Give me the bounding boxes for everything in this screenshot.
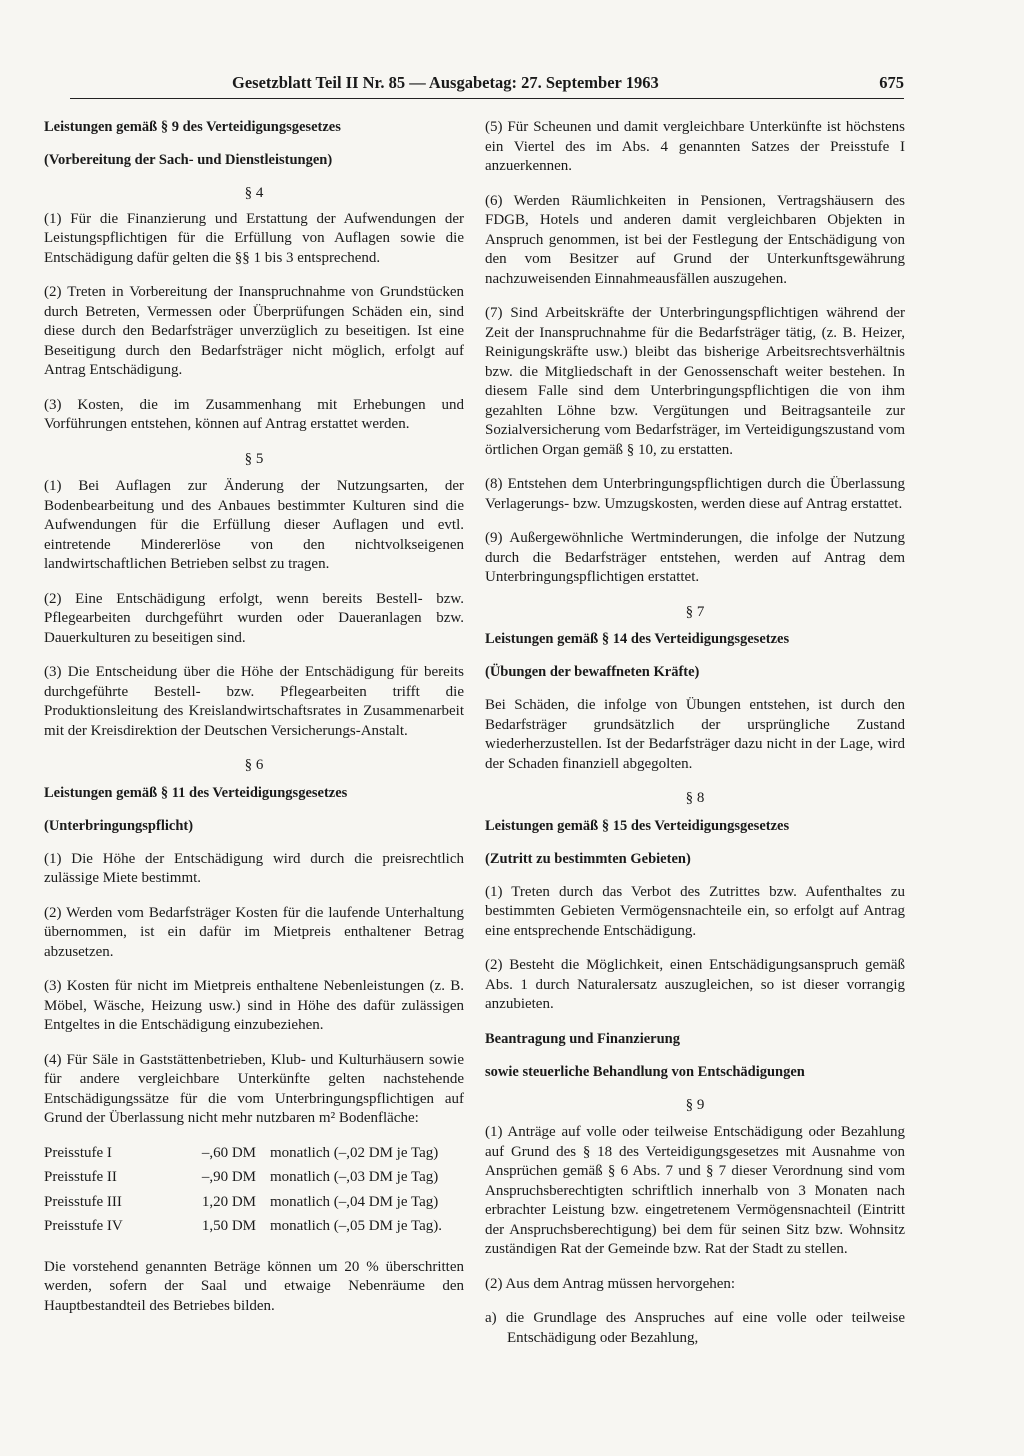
section-heading xyxy=(44,118,464,169)
paragraph-number-5: § 5 xyxy=(244,450,264,467)
table-row xyxy=(44,1168,464,1193)
paragraph-number-4: § 4 xyxy=(244,185,264,201)
heading-line: (Vorbereitung der Sach- und Dienstleistungen) xyxy=(44,152,333,168)
left-column xyxy=(44,118,464,1331)
paragraph-number-6: § 6 xyxy=(244,757,264,773)
paragraph: (5) Für Scheunen und damit vergleichbare Unterkünfte ist höchstens ein Viertel des im Abs. 4 genannten Satzes der Preisstufe I anzuerkennen. xyxy=(485,119,905,174)
rate-level: Preisstufe III xyxy=(44,1193,122,1210)
rate-amount: –,60 DM xyxy=(201,1144,256,1161)
paragraph: (2) Aus dem Antrag müssen hervorgehen: xyxy=(485,1275,736,1292)
rate-detail: monatlich (–,05 DM je Tag). xyxy=(270,1218,442,1234)
paragraph: (2) Eine Entschädigung erfolgt, wenn bereits Bestell- bzw. Pflegearbeiten durchgeführt wurden oder Daueranlagen bzw. Dauerkulturen zu beseitigen sind. xyxy=(44,590,464,646)
rate-detail: monatlich (–,04 DM je Tag) xyxy=(270,1193,439,1210)
section-heading xyxy=(485,1030,905,1081)
section-heading xyxy=(44,784,464,835)
paragraph-number-9: § 9 xyxy=(685,1096,705,1113)
rate-amount: 1,50 DM xyxy=(201,1218,256,1234)
paragraph: (1) Treten durch das Verbot des Zutrittes bzw. Aufenthaltes zu bestimmten Gebieten Vermögensnachteile ein, so erfolgt auf Antrag eine entsprechende Entschädigung. xyxy=(485,883,905,939)
heading-line: Leistungen gemäß § 15 des Verteidigungsgesetzes xyxy=(485,817,790,834)
rate-level: Preisstufe I xyxy=(44,1144,112,1161)
paragraph: (1) Für die Finanzierung und Erstattung der Aufwendungen der Leistungspflichtigen für die Erfüllung von Auflagen sowie die Entschädigung dafür gelten die §§ 1 bis 3 entsprechend. xyxy=(44,210,464,266)
paragraph: (4) Für Säle in Gaststättenbetrieben, Klub- und Kulturhäusern sowie für andere vergleichbare Unterkünfte gelten nachstehende Entschädigungssätze für die vom Unterbringungspflichtigen auf Grund der Überlassung nicht mehr nutzbaren m² Bodenfläche: xyxy=(44,1051,464,1126)
rate-detail: monatlich (–,03 DM je Tag) xyxy=(270,1169,439,1185)
rate-amount: –,90 DM xyxy=(201,1169,256,1185)
section-heading xyxy=(485,630,905,681)
paragraph: (2) Treten in Vorbereitung der Inanspruchnahme von Grundstücken durch Betreten, Vermessen oder Überprüfungen Schäden ein, sind diese durch den Bedarfsträger unverzüglich zu beseitigen. Ist eine Beseitigung durch den Bedarfsträger nicht möglich, erfolgt auf Antrag Entschädigung. xyxy=(44,284,464,378)
paragraph: (1) Die Höhe der Entschädigung wird durch die preisrechtlich zulässige Miete bestimmt. xyxy=(44,850,464,886)
paragraph: (3) Die Entscheidung über die Höhe der Entschädigung für bereits durchgeführte Bestell- bzw. Pflegearbeiten trifft die Produktionsleitung des Kreislandwirtschaftsrates in Zusammenarbeit mit der Kreisdirektion der Deutschen Versicherungs-Anstalt. xyxy=(44,664,464,739)
heading-line: (Zutritt zu bestimmten Gebieten) xyxy=(485,850,691,867)
list-item: a) die Grundlage des Anspruches auf eine volle oder teilweise Entschädigung oder Bezahlung, xyxy=(485,1310,905,1346)
table-row xyxy=(44,1144,464,1169)
heading-line: (Unterbringungspflicht) xyxy=(44,817,194,834)
paragraph-number-8: § 8 xyxy=(685,790,705,806)
header-title: Gesetzblatt Teil II Nr. 85 — Ausgabetag: 27. September 1963 xyxy=(232,73,659,92)
table-row xyxy=(44,1217,464,1242)
right-column xyxy=(485,118,905,1363)
paragraph: (6) Werden Räumlichkeiten in Pensionen, Vertragshäusern des FDGB, Hotels und anderen damit vergleichbaren Objekten in Anspruch genommen, ist bei der Festlegung der Entschädigung von den vom Besitzer auf Grund der Unterkunftsgewährung nachzuweisenden Einnahmeausfällen auszugehen. xyxy=(485,192,905,287)
heading-line: Beantragung und Finanzierung xyxy=(485,1030,680,1047)
page-number: 675 xyxy=(879,73,904,92)
paragraph: Die vorstehend genannten Beträge können um 20 % überschritten werden, sofern der Saal und etwaige Nebenräume den Hauptbestandteil des Betriebes bilden. xyxy=(44,1258,464,1314)
heading-line: sowie steuerliche Behandlung von Entschädigungen xyxy=(485,1063,805,1080)
paragraph-number-7: § 7 xyxy=(685,603,705,620)
heading-line: (Übungen der bewaffneten Kräfte) xyxy=(485,664,700,680)
page-header xyxy=(70,70,904,99)
rate-amount: 1,20 DM xyxy=(201,1193,256,1210)
paragraph: (7) Sind Arbeitskräfte der Unterbringungspflichtigen während der Zeit der Inanspruchnahme für die Bedarfsträger tätig, (z. B. Heizer, Reinigungskräfte usw.) bleibt das bisherige Arbeitsrechtsverhältnis bzw. die Mitgliedschaft in der Genossenschaft weiter bestehen. In diesem Falle sind dem Unterbringungspflichtigen die von ihm gezahlten Löhne bzw. Vergütungen und Beitragsanteile zur Sozialversicherung vom Bedarfsträger, im Verteidigungszustand vom örtlichen Organ gemäß § 10, zu erstatten. xyxy=(485,305,905,458)
heading-line: Leistungen gemäß § 9 des Verteidigungsgesetzes xyxy=(44,119,341,135)
heading-line: Leistungen gemäß § 14 des Verteidigungsgesetzes xyxy=(485,631,790,647)
paragraph: (3) Kosten, die im Zusammenhang mit Erhebungen und Vorführungen entstehen, können auf Antrag erstattet werden. xyxy=(44,396,464,432)
section-heading xyxy=(485,817,905,868)
table-row xyxy=(44,1193,464,1218)
paragraph: Bei Schäden, die infolge von Übungen entstehen, ist durch den Bedarfsträger grundsätzlich der ursprüngliche Zustand wiederherzustellen. Ist der Bedarfsträger dazu nicht in der Lage, wird der Schaden finanziell abgegolten. xyxy=(485,697,905,772)
rate-detail: monatlich (–,02 DM je Tag) xyxy=(270,1144,439,1161)
paragraph: (1) Bei Auflagen zur Änderung der Nutzungsarten, der Bodenbearbeitung und des Anbaues bestimmter Kulturen sind die Aufwendungen für die Erfüllung dieser Auflagen und evtl. eintretende Mindererlöse von den nichtvolkseigenen landwirtschaftlichen Betrieben selbst zu tragen. xyxy=(44,478,464,572)
paragraph: (2) Besteht die Möglichkeit, einen Entschädigungsanspruch gemäß Abs. 1 durch Naturalersatz auszugleichen, so ist dieser vorrangig anzubieten. xyxy=(485,957,905,1012)
rate-level: Preisstufe IV xyxy=(44,1218,123,1234)
paragraph: (8) Entstehen dem Unterbringungspflichtigen durch die Überlassung Verlagerungs- bzw. Umzugskosten, werden diese auf Antrag erstattet. xyxy=(485,476,905,512)
paragraph: (9) Außergewöhnliche Wertminderungen, die infolge der Nutzung durch die Bedarfsträger entstehen, werden auf Antrag dem Unterbringungspflichtigen erstattet. xyxy=(485,530,905,585)
paragraph: (3) Kosten für nicht im Mietpreis enthaltene Nebenleistungen (z. B. Möbel, Wäsche, Heizung usw.) sind in Höhe des dafür zulässigen Entgeltes in die Entschädigung einzubeziehen. xyxy=(44,978,464,1033)
rates-table xyxy=(44,1144,464,1242)
rate-level: Preisstufe II xyxy=(44,1169,117,1185)
heading-line: Leistungen gemäß § 11 des Verteidigungsgesetzes xyxy=(44,784,348,801)
paragraph: (1) Anträge auf volle oder teilweise Entschädigung oder Bezahlung auf Grund des § 18 des Verteidigungsgesetzes mit Ausnahme von Ansprüchen gemäß § 6 Abs. 7 und § 7 dieser Verordnung sind vom Anspruchsberechtigten schriftlich innerhalb von 3 Monaten nach erbrachter Leistung bzw. eingetretenem Vermögensnachteil (Eintritt der Anspruchsberechtigung) bei dem für seinen Sitz bzw. Wohnsitz zuständigen Rat der Gemeinde bzw. Rat der Stadt zu stellen. xyxy=(485,1124,905,1257)
paragraph: (2) Werden vom Bedarfsträger Kosten für die laufende Unterhaltung übernommen, ist ein dafür im Mietpreis enthaltener Betrag abzusetzen. xyxy=(44,904,464,960)
